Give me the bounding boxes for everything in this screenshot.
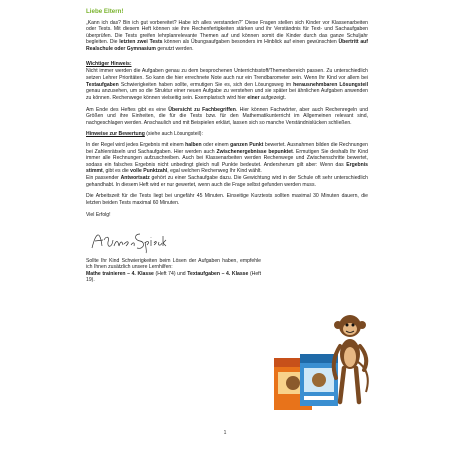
- grading-title: Hinweise zur Bewertung (siehe auch Lösungsteil):: [86, 131, 203, 138]
- page-number: 1: [223, 430, 227, 436]
- greeting-heading: Liebe Eltern!: [86, 8, 124, 15]
- handwritten-signature: [88, 226, 168, 254]
- grading-paragraph: In der Regel wird jedes Ergebnis mit einem halben oder einem ganzen Punkt bewertet. Ausnahmen bilden die Rechnungen bei Zahlenrätseln und Sachaufgaben. Hier werden auch Zwischenergebnisse bepunktet. Ermutigen Sie deshalb Ihr Kind immer alle Rechnungen aufzuschreiben. Auch bei Klassenarbeiten werden Rechenwege und Zwischenschritte bewertet, sodass ein falsches Ergebnis nicht unbedingt gleich null Punkte bedeutet. Andersherum gilt aber: Wenn das Ergebnis stimmt, gibt es die volle Punktzahl, egal welchen Rechenweg Ihr Kind wählt. Ein passender Antwortsatz gehört zu einer Sachaufgabe dazu. Die Gewichtung wird in der Schule oft sehr unterschiedlich gehandhabt. In diesem Heft wird er nur gewertet, wenn auch die Frage selbst gefunden werden muss.: [86, 142, 369, 188]
- glossary-paragraph: Am Ende des Heftes gibt es eine Übersicht zu Fachbegriffen. Hier können Fachwörter, aber auch Rechenregeln und Größen und ihre Einheiten, die für die Tests bzw. für den Mathematikunterricht im Allgemeinen relevant sind, nachgeschlagen werden. Anschaulich und mit Beispielen erklärt, lassen sich so manche Verständnislücken schließen.: [86, 106, 368, 126]
- closing-text: Viel Erfolg!: [86, 211, 111, 218]
- duration-paragraph: Die Arbeitszeit für die Tests liegt bei ungefähr 45 Minuten. Einseitige Kurztests sollten maximal 30 Minuten dauern, die letzten beiden Tests maximal 60 Minuten.: [86, 193, 368, 206]
- hint-paragraph: Nicht immer werden die Aufgaben genau zu dem besprochenen Unterrichtsstoff/Themenbereich passen. Zu unterschiedlich setzen Lehrer Prioritäten. So kann die hier errechnete Note auch nur ein Trendbarometer sein. Wenn Ihr Kind vor allem bei Textaufgaben Schwierigkeiten haben sollte, ermutigen Sie es, sich den Lösungsweg im herausnehmbaren Lösungsteil genau anzusehen, um so die Struktur einer neuen Aufgabe zu verstehen und sie später bei ähnlichen Aufgaben anwenden zu können. Rechenwege können vielseitig sein. Exemplarisch wird hier einer aufgezeigt.: [86, 68, 368, 101]
- signature-text: Agnes Spiecker: [88, 225, 96, 227]
- footer-paragraph: Sollte Ihr Kind Schwierigkeiten beim Lösen der Aufgaben haben, empfehle ich Ihnen zusätzlich unsere Lernhilfen: Mathe trainieren – 4. Klasse (Heft 74) und Textaufgaben – 4. Klasse (Heft 19).: [86, 257, 261, 284]
- monkey-mascot-icon: [326, 312, 374, 412]
- signature-area: [86, 224, 368, 254]
- intro-paragraph: „Kann ich das? Bin ich gut vorbereitet? Habe ich alles verstanden?“ Diese Fragen stellen sich Kinder vor Klassenarbeiten oder Tests. Mit diesem Heft können sie ihre Rechenfertigkeiten stärken und ihr Verständnis für Text- und Sachaufgaben überprüfen. Die Tests greifen lehrplanrelevante Themen auf und können somit die Kinder durch das ganze Schuljahr begleiten. Die letzten zwei Tests können als Übungsaufgaben besonders im Hinblick auf einen gewünschten Übertritt auf Realschule oder Gymnasium genutzt werden.: [86, 19, 368, 52]
- letter-page: [86, 9, 368, 289]
- hint-title: Wichtiger Hinweis:: [86, 60, 132, 67]
